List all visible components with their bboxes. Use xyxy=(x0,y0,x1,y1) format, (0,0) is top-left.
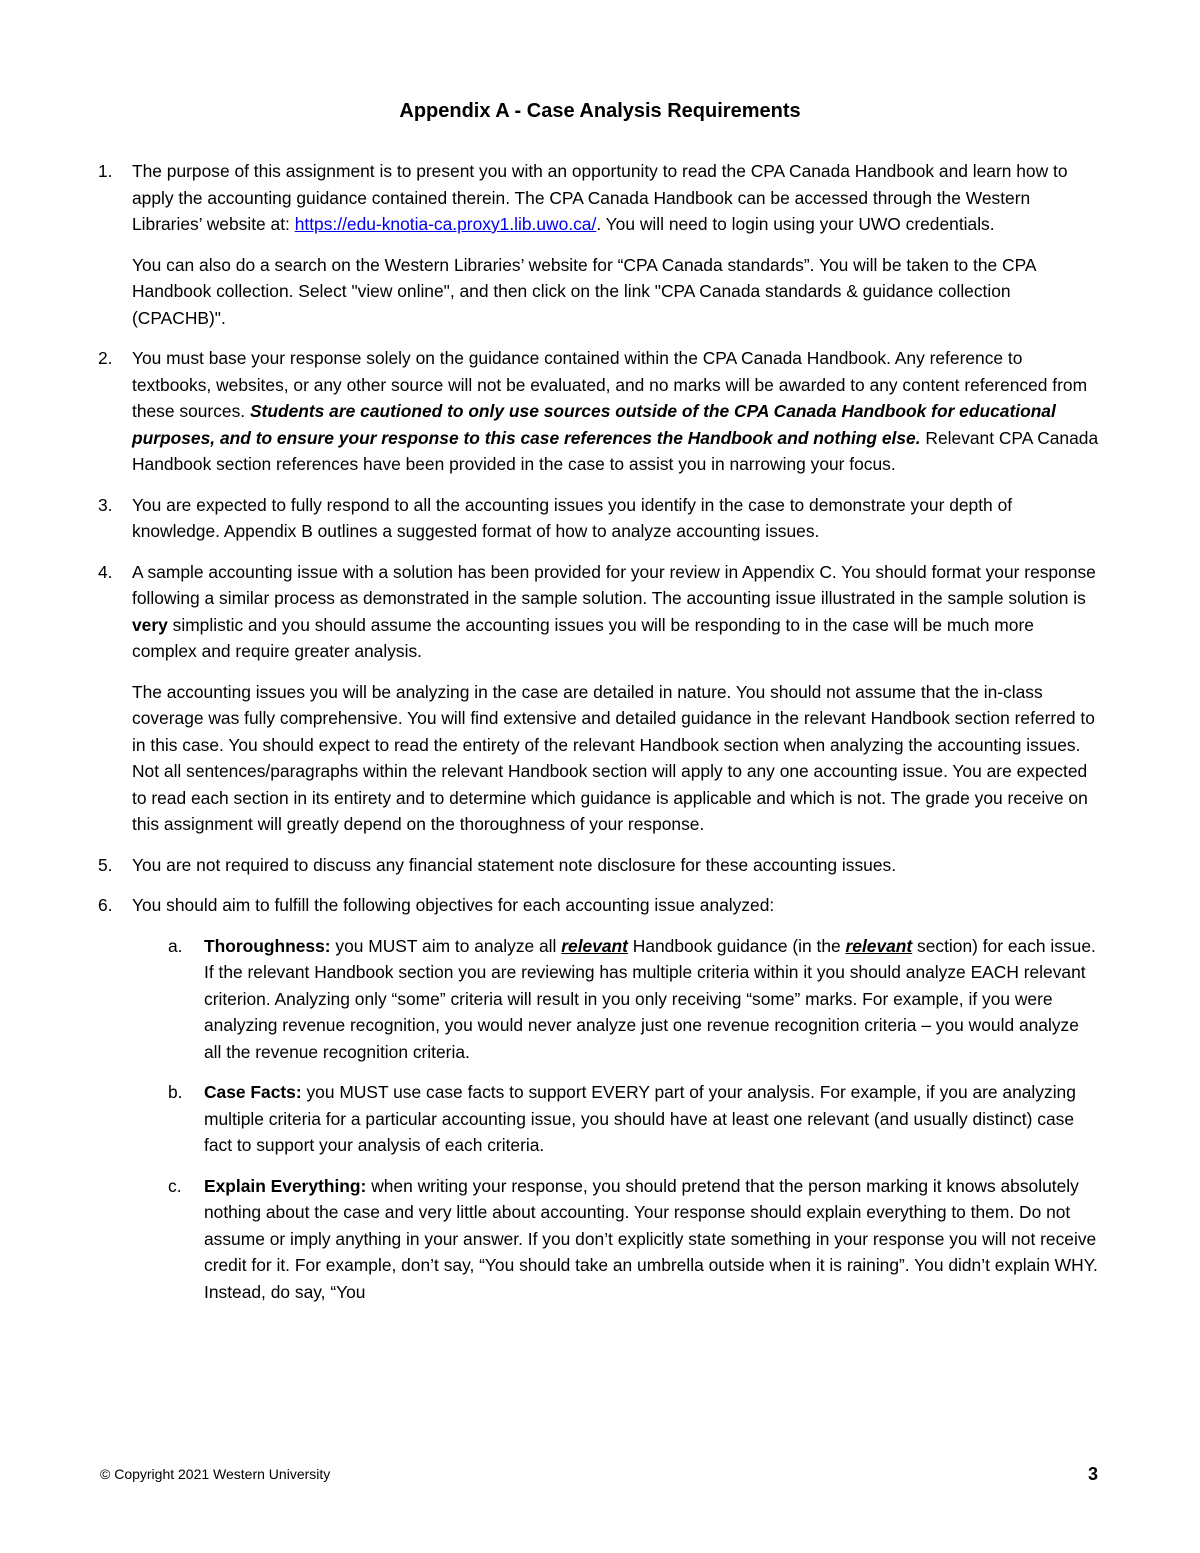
sub-item-b: b. Case Facts: you MUST use case facts to support EVERY part of your analysis. For example, if you are analyzing multiple criteria for a particular accounting issue, you should have at least one relevant (and usually distinct) case fact to support your analysis of each criteria. xyxy=(204,1079,1100,1159)
page-number: 3 xyxy=(1088,1464,1099,1484)
sub-item-label: Thoroughness: xyxy=(204,935,331,956)
sub-item-c: c. Explain Everything: when writing your response, you should pretend that the person marking it knows absolutely nothing about the case and very little about accounting. Your response should explain everything to them. Do not assume or imply anything in your answer. If you don’t explicitly state something in your response you will not receive credit for it. For example, don’t say, “You should take an umbrella outside when it is raining”. You didn’t explain WHY. Instead, do say, “You xyxy=(204,1173,1100,1306)
list-item-4 xyxy=(98,559,1100,838)
caution-text: Students are cautioned to only use sources outside of the CPA Canada Handbook for educational purposes, and to ensure your response to this case references the Handbook and nothing else. xyxy=(132,401,1056,448)
sub-item-a: a. Thoroughness: you MUST aim to analyze all relevant Handbook guidance (in the relevant section) for each issue. If the relevant Handbook section you are reviewing has multiple criteria within it you should analyze EACH relevant criterion. Analyzing only “some” criteria will result in you only receiving “some” marks. For example, if you were analyzing revenue recognition, you would never analyze just one revenue recognition criteria – you would analyze all the revenue recognition criteria. xyxy=(204,933,1100,1066)
item-number: 4. xyxy=(98,561,113,582)
item-number: 5. xyxy=(98,854,113,875)
sub-item-letter: a. xyxy=(168,935,183,956)
item-paragraph: The purpose of this assignment is to present you with an opportunity to read the CPA Canada Handbook and learn how to apply the accounting guidance contained therein. The CPA Canada Handbook can be accessed through the Western Libraries’ website at: https://edu-knotia-ca.proxy1.lib.uwo.ca/. You will need to login using your UWO credentials. xyxy=(132,161,1068,234)
item-paragraph: You must base your response solely on the guidance contained within the CPA Canada Handbook. Any reference to textbooks, websites, or any other source will not be evaluated, and no marks will be awarded to any content referenced from these sources. Students are cautioned to only use sources outside of the CPA Canada Handbook for educational purposes, and to ensure your response to this case references the Handbook and nothing else. Relevant CPA Canada Handbook section references have been provided in the case to assist you in narrowing your focus. xyxy=(132,348,1099,474)
item-paragraph: You should aim to fulfill the following objectives for each accounting issue analyzed: xyxy=(132,895,775,915)
list-item-1 xyxy=(98,158,1100,331)
handbook-link[interactable]: https://edu-knotia-ca.proxy1.lib.uwo.ca/ xyxy=(294,214,597,234)
emphasis-very: very xyxy=(132,614,168,635)
copyright-footer: © Copyright 2021 Western University xyxy=(100,1466,331,1482)
item-number: 2. xyxy=(98,348,113,368)
item-number: 1. xyxy=(98,161,113,181)
item-paragraph: The accounting issues you will be analyzing in the case are detailed in nature. You should not assume that the in-class coverage was fully comprehensive. You will find extensive and detailed guidance in the relevant Handbook section referred to in this case. You should expect to read the entirety of the relevant Handbook section when analyzing the accounting issues. Not all sentences/paragraphs within the relevant Handbook section will apply to any one accounting issue. You are expected to read each section in its entirety and to determine which guidance is applicable and which is not. The grade you receive on this assignment will greatly depend on the thoroughness of your response. xyxy=(132,681,1095,834)
list-item-3 xyxy=(98,492,1100,545)
sub-item-letter: c. xyxy=(168,1175,182,1196)
list-item-2 xyxy=(98,345,1100,478)
item-paragraph: You are expected to fully respond to all the accounting issues you identify in the case to demonstrate your depth of knowledge. Appendix B outlines a suggested format of how to analyze accounting issues. xyxy=(132,494,1013,541)
item-paragraph: You can also do a search on the Western Libraries’ website for “CPA Canada standards”. You will be taken to the CPA Handbook collection. Select "view online", and then click on the link "CPA Canada standards & guidance collection (CPACHB)". xyxy=(132,254,1036,328)
list-item-6 xyxy=(98,892,1100,919)
item-number: 3. xyxy=(98,494,113,515)
item-number: 6. xyxy=(98,895,113,915)
sub-item-letter: b. xyxy=(168,1082,183,1102)
item-paragraph: You are not required to discuss any financial statement note disclosure for these accounting issues. xyxy=(132,854,897,875)
requirements-list xyxy=(98,158,1100,1319)
sub-item-label: Case Facts: xyxy=(204,1082,302,1102)
emphasis-relevant: relevant xyxy=(561,935,628,956)
item-paragraph: A sample accounting issue with a solution has been provided for your review in Appendix C. You should format your response following a similar process as demonstrated in the sample solution. The accounting issue illustrated in the sample solution is very simplistic and you should assume the accounting issues you will be responding to in the case will be much more complex and require greater analysis. xyxy=(132,561,1096,661)
page-title: Appendix A - Case Analysis Requirements xyxy=(399,100,801,122)
emphasis-relevant: relevant xyxy=(845,935,913,956)
list-item-5 xyxy=(98,852,1100,879)
sub-item-label: Explain Everything: xyxy=(204,1175,367,1196)
